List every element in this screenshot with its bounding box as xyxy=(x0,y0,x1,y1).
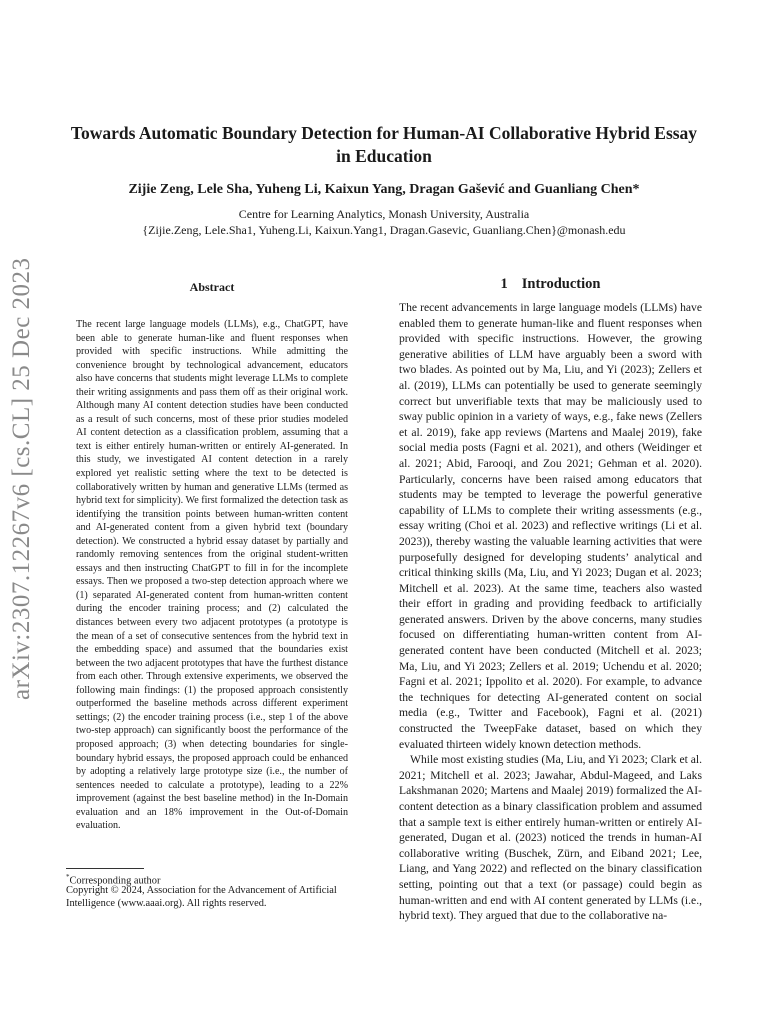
section-number: 1 xyxy=(500,276,508,292)
section-heading-introduction xyxy=(399,276,702,293)
paragraph: The recent advancements in large language models (LLMs) have enabled them to generate human-like and fluent responses when provided with specific instructions. However, the growing generative abilities of LLM have arguably been a sword with two blades. As pointed out by Ma, Liu, and Yi (2023); Zellers et al. (2019), LLMs can potentially be used to generate seemingly correct but unverifiable texts that may be maliciously used to sway public opinion in a variety of ways, e.g., fake news (Zellers et al. 2019), fake app reviews (Martens and Maalej 2019), fake social media posts (Fagni et al. 2021), and others (Weidinger et al. 2021; Abid, Farooqi, and Zou 2021; Gehman et al. 2020). Particularly, concerns have been raised among educators that students may be tempted to leverage the powerful generative capability of LLMs to complete their writing assessments (e.g., essay writing (Choi et al. 2023) and reflective writings (Li et al. 2023)), thereby wasting the valuable learning activities that were purposefully designed for developing students’ analytical and critical thinking skills (Ma, Liu, and Yi 2023; Dugan et al. 2023; Mitchell et al. 2023). At the same time, teachers also wasted their effort in grading and providing feedback to artificially generated answers. Driven by the above concerns, many studies focused on differentiating human-written content from AI-generated content have been conducted (Mitchell et al. 2023; Ma, Liu, and Yi 2023; Zellers et al. 2019; Uchendu et al. 2020; Fagni et al. 2021; Ippolito et al. 2020). For example, to advance the techniques for detecting AI-generated content on social media (e.g., Twitter and Facebook), Fagni et al. (2021) constructed the TweepFake dataset, based on which they evaluated thirteen widely known detection methods. xyxy=(399,301,702,751)
author-emails: {Zijie.Zeng, Lele.Sha1, Yuheng.Li, Kaixun.Yang1, Dragan.Gasevic, Guanliang.Chen}@monash.edu xyxy=(142,223,626,237)
footnote-text: Corresponding author xyxy=(69,875,161,887)
introduction-body xyxy=(399,300,702,924)
affiliation: Centre for Learning Analytics, Monash University, Australia xyxy=(238,207,530,221)
footnote-rule xyxy=(66,868,144,869)
author-list: Zijie Zeng, Lele Sha, Yuheng Li, Kaixun Yang, Dragan Gašević and Guanliang Chen* xyxy=(128,182,640,197)
paragraph: While most existing studies (Ma, Liu, and Yi 2023; Clark et al. 2021; Mitchell et al. 2023; Jawahar, Abdul-Mageed, and Laks Lakshmanan 2020; Martens and Maalej 2019) formalized the AI-content detection as a binary classification problem and assumed that a sample text is either entirely human-written or entirely AI-generated, Dugan et al. (2023) noticed the trends in human-AI collaborative writing (Buschek, Zürn, and Eiband 2021; Lee, Liang, and Yang 2022) and reflected on the binary classification setting, pointing out that a text (or passage) could begin as human-written and end with AI content generated by LLMs (i.e., hybrid text). They argued that due to the collaborative na- xyxy=(399,753,702,923)
abstract-heading: Abstract xyxy=(189,280,235,294)
abstract-body: The recent large language models (LLMs), e.g., ChatGPT, have been able to generate human-like and fluent responses when provided with specific instructions. While admitting the convenience brought by technological advancement, educators also have concerns that students might leverage LLMs to complete their writing assignments and pass them off as their original work. Although many AI content detection studies have been conducted as a result of such concerns, most of these prior studies modeled AI content detection as a classification problem, assuming that a text is either entirely human-written or entirely AI-generated. In this study, we investigated AI content detection in a rarely explored yet realistic setting where the text to be detected is collaboratively written by human and generative LLMs (termed as hybrid text for simplicity). We first formalized the detection task as identifying the transition points between human-written content and AI-generated content from a given hybrid text (boundary detection). We constructed a hybrid essay dataset by partially and randomly removing sentences from the original student-written essays and then instructing ChatGPT to fill in for the incomplete essays. Then we proposed a two-step detection approach where we (1) separated AI-generated content from human-written content during the encoder training process; and (2) calculated the distances between every two adjacent prototypes (a prototype is the mean of a set of consecutive sentences from the hybrid text in the embedding space) and assumed that the boundaries exist between the two adjacent prototypes that have the furthest distance from each other. Through extensive experiments, we observed the following main findings: (1) the proposed approach consistently outperformed the baseline methods across different experiment settings; (2) the encoder training process (i.e., step 1 of the above two-step approach) can significantly boost the performance of the proposed approach; (3) when detecting boundaries for single-boundary hybrid essays, the proposed approach could be enhanced by adopting a relatively large prototype size (i.e., the number of sentences needed to calculate a prototype), leading to a 22% improvement (against the best baseline method) in the In-Domain evaluation and an 18% improvement in the Out-of-Domain evaluation. xyxy=(76,319,348,832)
footnote-mark: * xyxy=(66,873,70,881)
affiliation-block xyxy=(70,206,698,238)
paper-title: Towards Automatic Boundary Detection for Human-AI Collaborative Hybrid Essay in Education xyxy=(70,123,698,166)
arxiv-stamp: arXiv:2307.12267v6 [cs.CL] 25 Dec 2023 xyxy=(8,257,35,700)
copyright-notice: Copyright © 2024, Association for the Advancement of Artificial Intelligence (www.aaai.org). All rights reserved. xyxy=(66,885,337,909)
section-title: Introduction xyxy=(521,276,601,292)
